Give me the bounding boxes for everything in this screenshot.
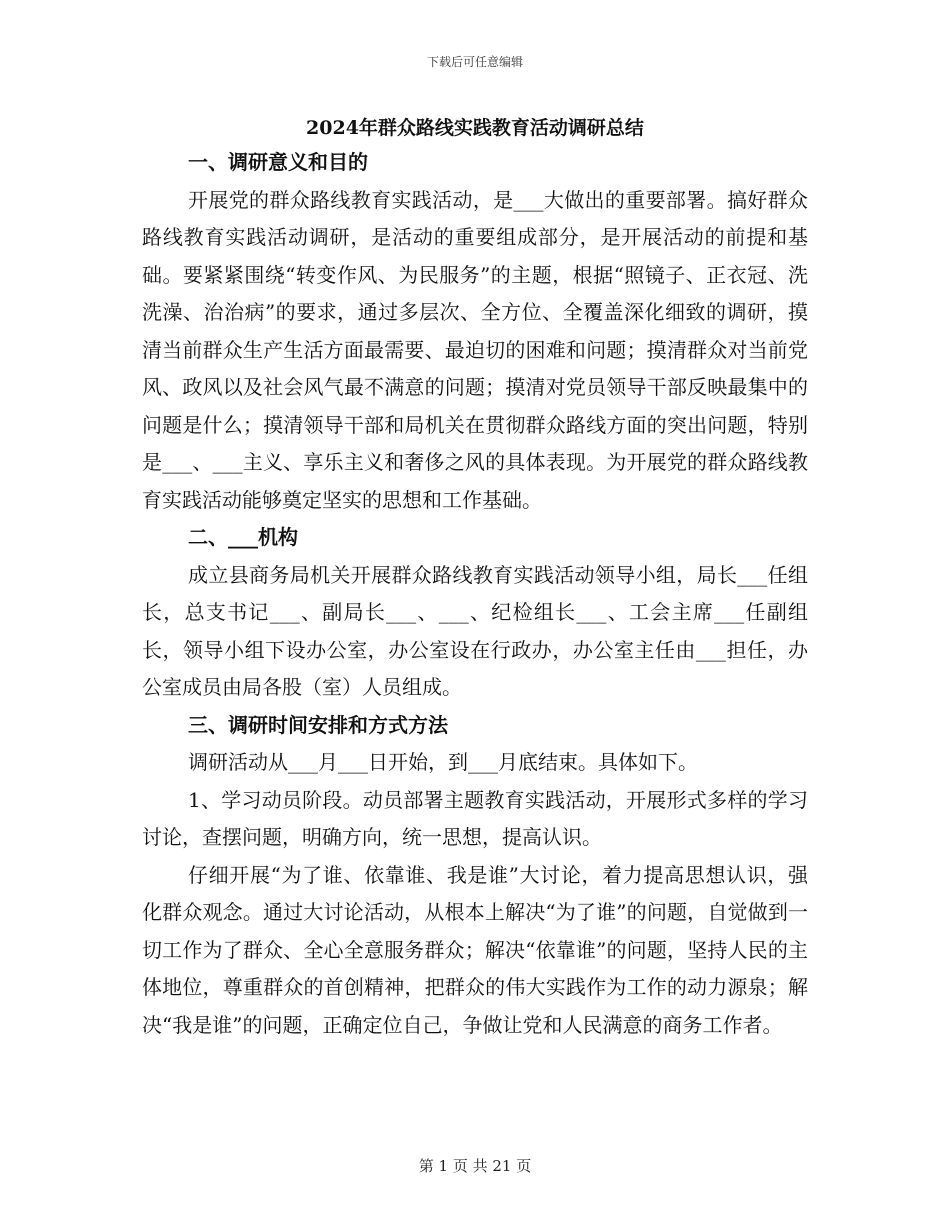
section-heading-2: 二、___机构 bbox=[188, 525, 298, 549]
document-title: 2024年群众路线实践教育活动调研总结 bbox=[306, 117, 644, 139]
section-paragraph-2: 成立县商务局机关开展群众路线教育实践活动领导小组，局长___任组长，总支书记___、副局长___、___、纪检组长___、工会主席___任副组长，领导小组下设办公室，办公室设在行政办，办公室主任由___担任，办公室成员由局各股（室）人员组成。 bbox=[142, 562, 808, 699]
section-paragraph-3b: 1、学习动员阶段。动员部署主题教育实践活动，开展形式多样的学习讨论，查摆问题，明确方向，统一思想，提高认识。 bbox=[142, 787, 808, 849]
section-heading-3: 三、调研时间安排和方式方法 bbox=[188, 712, 448, 737]
section-paragraph-3a: 调研活动从___月___日开始，到___月底结束。具体如下。 bbox=[188, 750, 698, 774]
header-note: 下载后可任意编辑 bbox=[426, 55, 523, 69]
section-heading-1: 一、调研意义和目的 bbox=[188, 150, 368, 174]
document-body bbox=[142, 112, 808, 1044]
section-paragraph-3c: 仔细开展“为了谁、依靠谁、我是谁”大讨论，着力提高思想认识，强化群众观念。通过大讨论活动，从根本上解决“为了谁”的问题，自觉做到一切工作为了群众、全心全意服务群众；解决“依靠谁”的问题，坚持人民的主体地位，尊重群众的首创精神，把群众的伟大实践作为工作的动力源泉；解决“我是谁”的问题，正确定位自己，争做让党和人民满意的商务工作者。 bbox=[142, 862, 808, 1037]
page-number: 第 1 页 共 21 页 bbox=[418, 1157, 532, 1175]
section-paragraph-1: 开展党的群众路线教育实践活动，是___大做出的重要部署。搞好群众路线教育实践活动调研，是活动的重要组成部分，是开展活动的前提和基础。要紧紧围绕“转变作风、为民服务”的主题，根据“照镜子、正衣冠、洗洗澡、治治病”的要求，通过多层次、全方位、全覆盖深化细致的调研，摸清当前群众生产生活方面最需要、最迫切的困难和问题；摸清群众对当前党风、政风以及社会风气最不满意的问题；摸清对党员领导干部反映最集中的问题是什么；摸清领导干部和局机关在贯彻群众路线方面的突出问题，特别是___、___主义、享乐主义和奢侈之风的具体表现。为开展党的群众路线教育实践活动能够奠定坚实的思想和工作基础。 bbox=[142, 187, 808, 512]
